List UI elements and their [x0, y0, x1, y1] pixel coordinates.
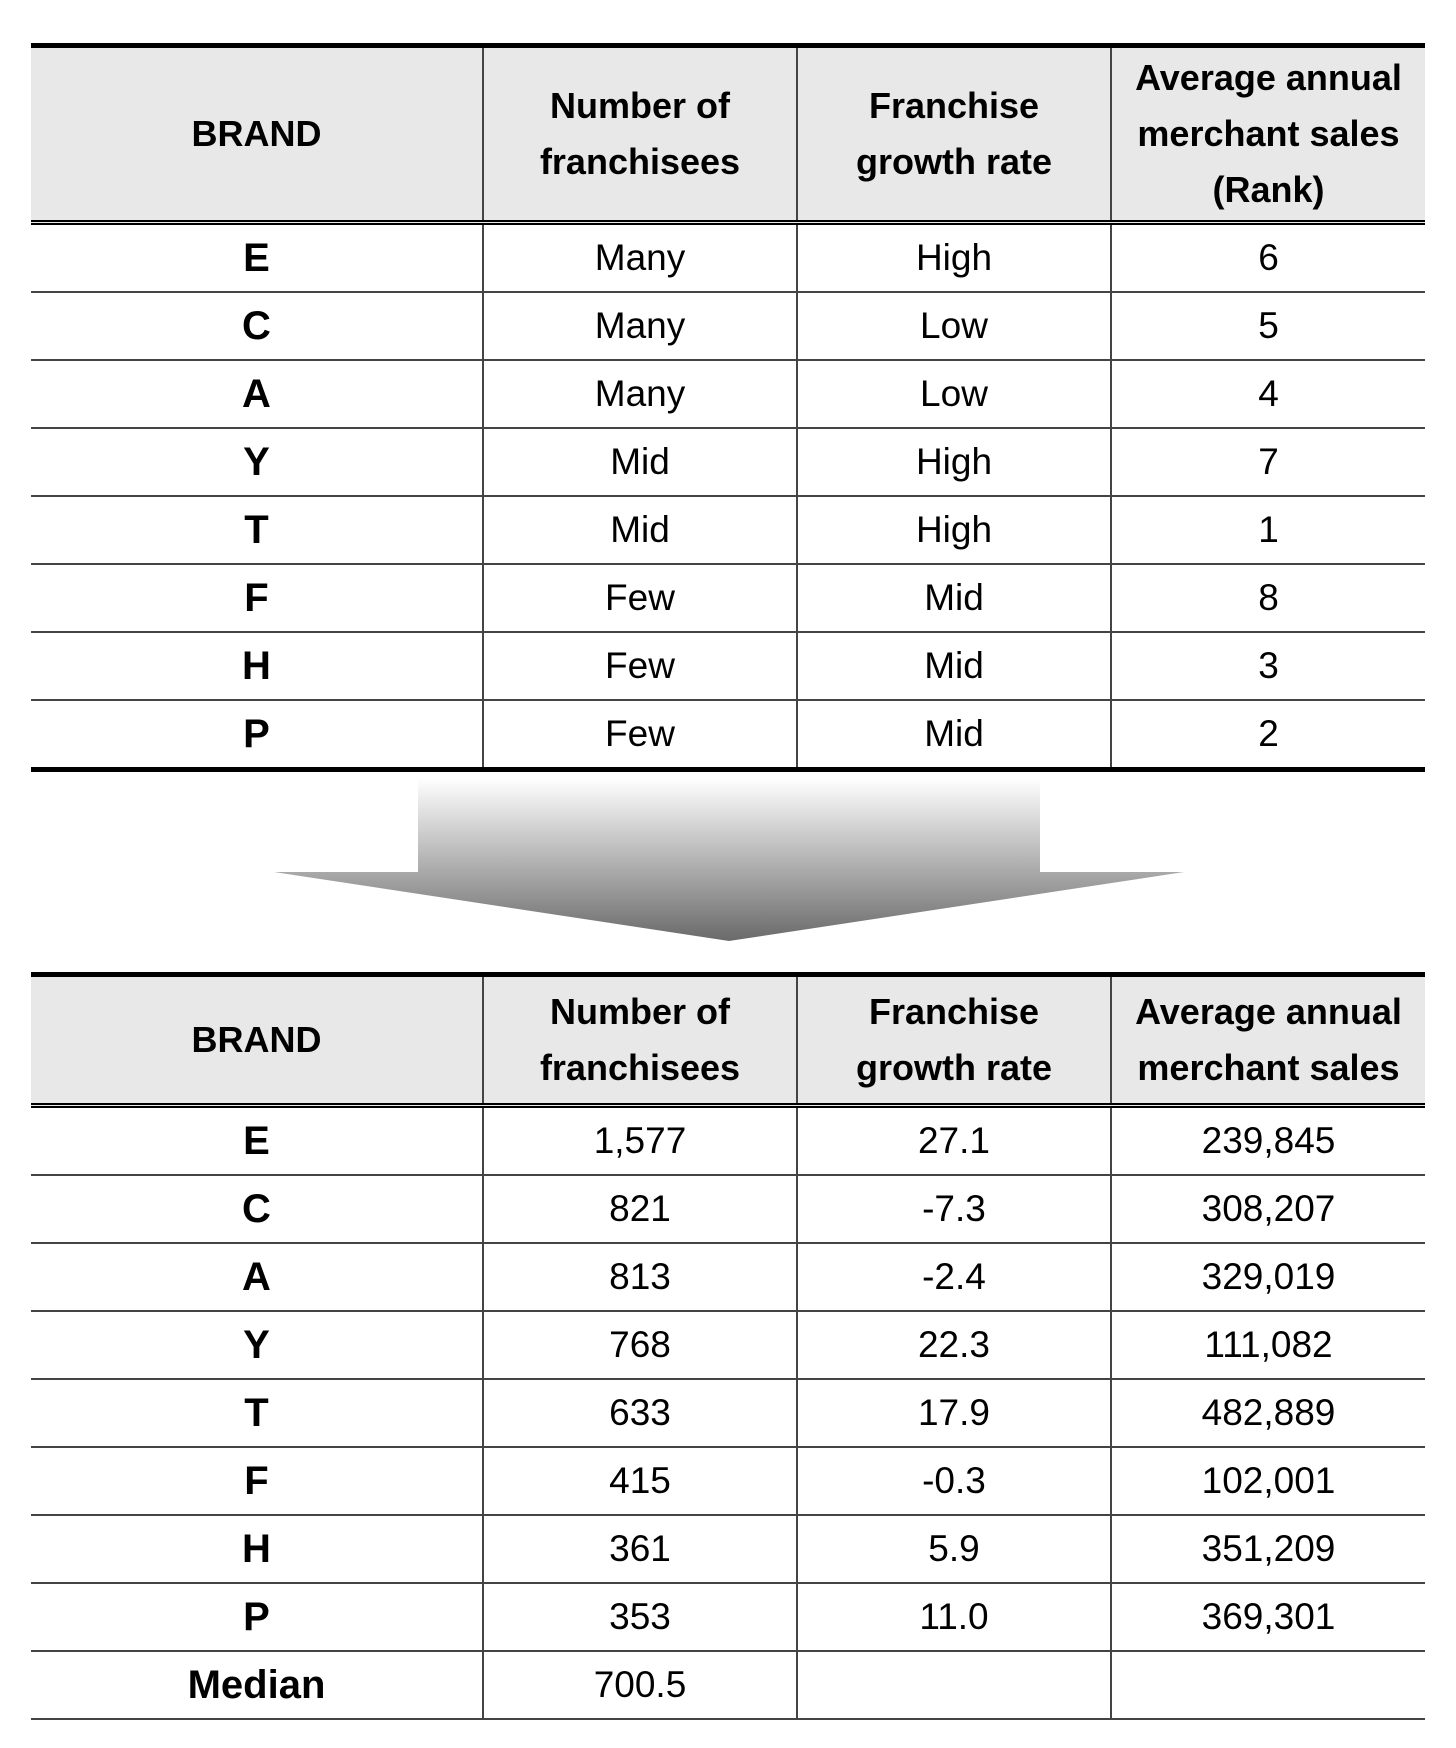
header-line: Number of — [550, 85, 730, 126]
header-line: BRAND — [191, 113, 322, 154]
sales-cell: 111,082 — [1111, 1311, 1425, 1379]
table-row — [31, 632, 1425, 700]
growth-cell: 27.1 — [797, 1106, 1111, 1176]
header-line: BRAND — [191, 1019, 322, 1060]
growth-cell: Mid — [797, 564, 1111, 632]
header-line: merchant sales — [1137, 113, 1400, 154]
growth-cell: Mid — [797, 632, 1111, 700]
growth-cell: Low — [797, 292, 1111, 360]
franchisees-cell: Mid — [483, 428, 797, 496]
table-row — [31, 1311, 1425, 1379]
header-line: Average annual — [1135, 991, 1402, 1032]
table-row — [31, 1243, 1425, 1311]
header-line: merchant sales — [1137, 1047, 1400, 1088]
header-brand — [31, 975, 483, 1106]
franchisees-cell: 353 — [483, 1583, 797, 1651]
growth-cell: Mid — [797, 700, 1111, 770]
median-sales — [1111, 1651, 1425, 1719]
header-line: growth rate — [855, 1047, 1052, 1088]
growth-cell: High — [797, 496, 1111, 564]
table-row — [31, 496, 1425, 564]
sales-rank-cell: 2 — [1111, 700, 1425, 770]
median-label: Median — [31, 1651, 483, 1719]
sales-cell: 239,845 — [1111, 1106, 1425, 1176]
sales-cell: 329,019 — [1111, 1243, 1425, 1311]
brand-cell: P — [31, 1583, 483, 1651]
growth-cell: 17.9 — [797, 1379, 1111, 1447]
franchisees-cell: Many — [483, 360, 797, 428]
table-row — [31, 428, 1425, 496]
down-arrow-shape — [274, 778, 1184, 941]
brand-cell: E — [31, 223, 483, 293]
brand-cell: F — [31, 1447, 483, 1515]
growth-cell: -2.4 — [797, 1243, 1111, 1311]
median-row — [31, 1651, 1425, 1719]
header-line: franchisees — [539, 1047, 741, 1088]
growth-cell: 5.9 — [797, 1515, 1111, 1583]
sales-cell: 102,001 — [1111, 1447, 1425, 1515]
franchisees-cell: 415 — [483, 1447, 797, 1515]
table-row — [31, 1379, 1425, 1447]
brand-cell: T — [31, 496, 483, 564]
table-row — [31, 1583, 1425, 1651]
table-row — [31, 1447, 1425, 1515]
growth-cell: High — [797, 428, 1111, 496]
down-arrow-icon — [0, 778, 1456, 943]
table-row — [31, 564, 1425, 632]
growth-cell: Low — [797, 360, 1111, 428]
sales-cell: 369,301 — [1111, 1583, 1425, 1651]
header-franchisees — [483, 975, 797, 1106]
brand-cell: F — [31, 564, 483, 632]
franchisees-cell: Many — [483, 223, 797, 293]
header-sales-rank — [1111, 46, 1425, 223]
brand-cell: Y — [31, 1311, 483, 1379]
franchisees-cell: 768 — [483, 1311, 797, 1379]
franchisees-cell: 361 — [483, 1515, 797, 1583]
franchisees-cell: Few — [483, 632, 797, 700]
header-row — [31, 46, 1425, 223]
header-line: growth rate — [855, 141, 1052, 182]
brand-cell: H — [31, 1515, 483, 1583]
median-franchisees: 700.5 — [483, 1651, 797, 1719]
franchisees-cell: 1,577 — [483, 1106, 797, 1176]
franchisees-cell: Few — [483, 564, 797, 632]
franchisees-cell: 813 — [483, 1243, 797, 1311]
numeric-table — [31, 972, 1425, 1720]
table-row — [31, 1515, 1425, 1583]
brand-cell: E — [31, 1106, 483, 1176]
table-row — [31, 223, 1425, 293]
brand-cell: H — [31, 632, 483, 700]
brand-cell: C — [31, 1175, 483, 1243]
sales-cell: 482,889 — [1111, 1379, 1425, 1447]
growth-cell: -7.3 — [797, 1175, 1111, 1243]
categorical-table — [31, 43, 1425, 772]
header-line: Franchise — [868, 85, 1040, 126]
table-row — [31, 1175, 1425, 1243]
header-growth-rate — [797, 975, 1111, 1106]
header-line: Number of — [550, 991, 730, 1032]
sales-rank-cell: 1 — [1111, 496, 1425, 564]
brand-cell: Y — [31, 428, 483, 496]
header-franchisees — [483, 46, 797, 223]
header-growth-rate — [797, 46, 1111, 223]
sales-rank-cell: 7 — [1111, 428, 1425, 496]
franchisees-cell: Few — [483, 700, 797, 770]
median-growth — [797, 1651, 1111, 1719]
header-brand — [31, 46, 483, 223]
table-row — [31, 360, 1425, 428]
sales-cell: 308,207 — [1111, 1175, 1425, 1243]
franchisees-cell: Mid — [483, 496, 797, 564]
header-sales — [1111, 975, 1425, 1106]
sales-rank-cell: 3 — [1111, 632, 1425, 700]
header-line: (Rank) — [1212, 169, 1325, 210]
sales-cell: 351,209 — [1111, 1515, 1425, 1583]
sales-rank-cell: 6 — [1111, 223, 1425, 293]
growth-cell: High — [797, 223, 1111, 293]
table-row — [31, 700, 1425, 770]
header-line: Franchise — [868, 991, 1040, 1032]
header-line: Average annual — [1135, 57, 1402, 98]
franchisees-cell: Many — [483, 292, 797, 360]
growth-cell: -0.3 — [797, 1447, 1111, 1515]
brand-cell: P — [31, 700, 483, 770]
sales-rank-cell: 8 — [1111, 564, 1425, 632]
sales-rank-cell: 5 — [1111, 292, 1425, 360]
brand-cell: C — [31, 292, 483, 360]
franchisees-cell: 633 — [483, 1379, 797, 1447]
brand-cell: A — [31, 1243, 483, 1311]
header-row — [31, 975, 1425, 1106]
growth-cell: 22.3 — [797, 1311, 1111, 1379]
brand-cell: A — [31, 360, 483, 428]
table-row — [31, 1106, 1425, 1176]
header-line: franchisees — [539, 141, 741, 182]
table-row — [31, 292, 1425, 360]
franchisees-cell: 821 — [483, 1175, 797, 1243]
sales-rank-cell: 4 — [1111, 360, 1425, 428]
brand-cell: T — [31, 1379, 483, 1447]
growth-cell: 11.0 — [797, 1583, 1111, 1651]
